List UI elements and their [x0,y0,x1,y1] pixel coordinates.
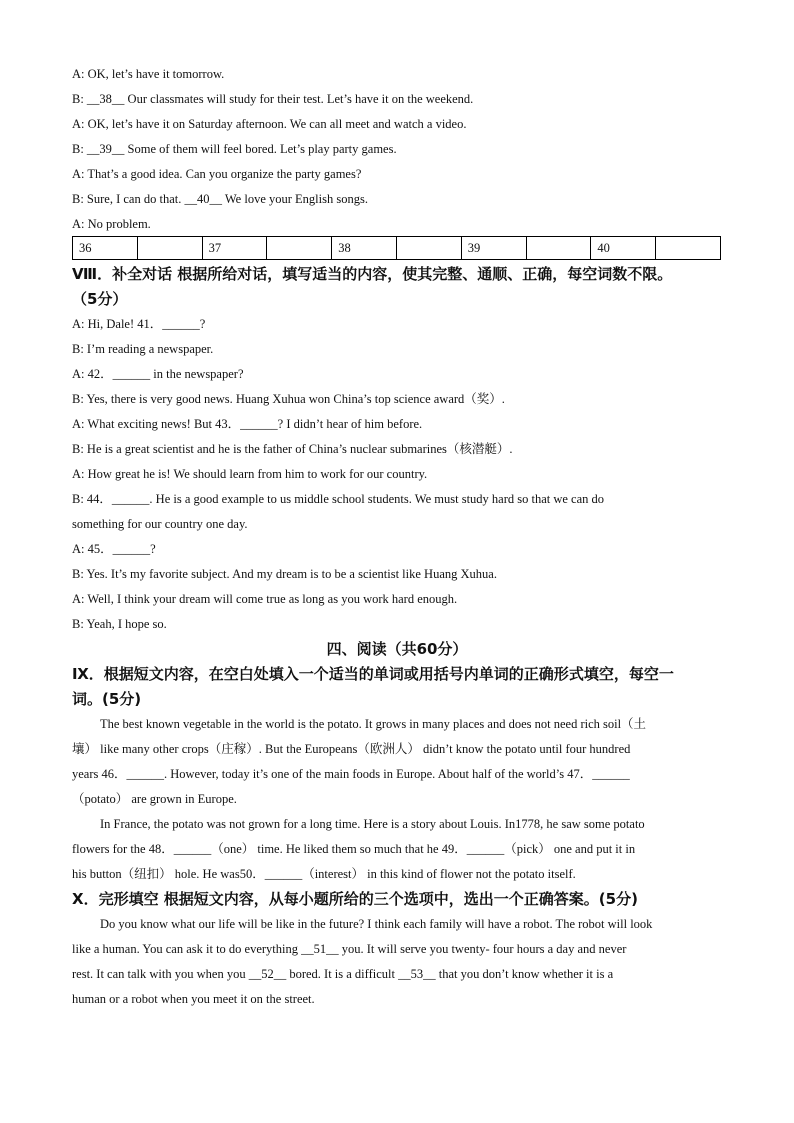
dialogue-line: A: Hi, Dale! 41．______? [72,317,206,331]
section-9-heading: Ⅸ．根据短文内容，在空白处填入一个适当的单词或用括号内单词的正确形式填空，每空一 [72,665,674,683]
dialogue-line: something for our country one day. [72,517,248,531]
answer-cell-label: 36 [73,237,138,260]
dialogue-line: B: Yes. It’s my favorite subject. And my dream is to be a scientist like Huang Xuhua. [72,567,497,581]
passage-line: his button（纽扣） hole. He was50．______（interest） in this kind of flower not the potato itself. [72,867,576,881]
dialogue-line: A: That’s a good idea. Can you organize the party games? [72,167,362,181]
answer-cell [656,237,721,260]
answer-cell [526,237,591,260]
dialogue-line: A: 45．______? [72,542,156,556]
answer-cell-label: 39 [461,237,526,260]
passage-line: The best known vegetable in the world is the potato. It grows in many places and does not need rich soil（土 [100,717,647,731]
dialogue-line: A: No problem. [72,217,151,231]
dialogue-line: A: What exciting news! But 43．______? I didn’t hear of him before. [72,417,423,431]
section-10-heading: Ⅹ．完形填空 根据短文内容，从每小题所给的三个选项中，选出一个正确答案。(5分) [72,890,638,908]
answer-table-row [73,237,721,260]
dialogue-line: B: Yes, there is very good news. Huang Xuhua won China’s top science award（奖）. [72,392,505,406]
answer-cell-label: 37 [202,237,267,260]
passage-line: years 46．______. However, today it’s one of the main foods in Europe. About half of the world’s 47．______ [72,767,630,781]
passage-line: Do you know what our life will be like in the future? I think each family will have a robot. The robot will look [100,917,653,931]
dialogue-line: A: OK, let’s have it on Saturday afternoon. We can all meet and watch a video. [72,117,467,131]
part-4-title: 四、阅读（共60分） [326,640,468,658]
answer-cell [267,237,332,260]
section-8-heading-score: （5分） [72,290,128,308]
dialogue-line: B: He is a great scientist and he is the father of China’s nuclear submarines（核潜艇）. [72,442,513,456]
passage-line: In France, the potato was not grown for a long time. Here is a story about Louis. In1778, he saw some potato [100,817,645,831]
passage-line: flowers for the 48．______（one） time. He liked them so much that he 49．______（pick） one and put it in [72,842,636,856]
answer-cell-label: 40 [591,237,656,260]
answer-cell-label: 38 [332,237,397,260]
dialogue-line: B: __39__ Some of them will feel bored. Let’s play party games. [72,142,397,156]
dialogue-line: B: Sure, I can do that. __40__ We love your English songs. [72,192,368,206]
answer-cell [396,237,461,260]
section-8-heading: Ⅷ．补全对话 根据所给对话，填写适当的内容，使其完整、通顺、正确，每空词数不限。 [72,265,673,283]
dialogue-line: B: I’m reading a newspaper. [72,342,214,356]
section-9-heading-score: 词。(5分) [72,690,142,708]
answer-cell [137,237,202,260]
passage-line: human or a robot when you meet it on the street. [72,992,315,1006]
passage-line: rest. It can talk with you when you __52__ bored. It is a difficult __53__ that you don’t know whether it is a [72,967,614,981]
dialogue-line: A: 42．______ in the newspaper? [72,367,244,381]
dialogue-line: B: __38__ Our classmates will study for their test. Let’s have it on the weekend. [72,92,474,106]
passage-line: （potato） are grown in Europe. [72,792,237,806]
dialogue-line: B: Yeah, I hope so. [72,617,167,631]
dialogue-line: B: 44．______. He is a good example to us middle school students. We must study hard so that we can do [72,492,605,506]
dialogue-line: A: How great he is! We should learn from him to work for our country. [72,467,428,481]
passage-line: like a human. You can ask it to do everything __51__ you. It will serve you twenty- four hours a day and never [72,942,627,956]
dialogue-line: A: Well, I think your dream will come true as long as you work hard enough. [72,592,458,606]
dialogue-line: A: OK, let’s have it tomorrow. [72,67,225,81]
answer-table [72,236,721,260]
passage-line: 壤） like many other crops（庄稼）. But the Europeans（欧洲人） didn’t know the potato until four hundred [72,742,631,756]
